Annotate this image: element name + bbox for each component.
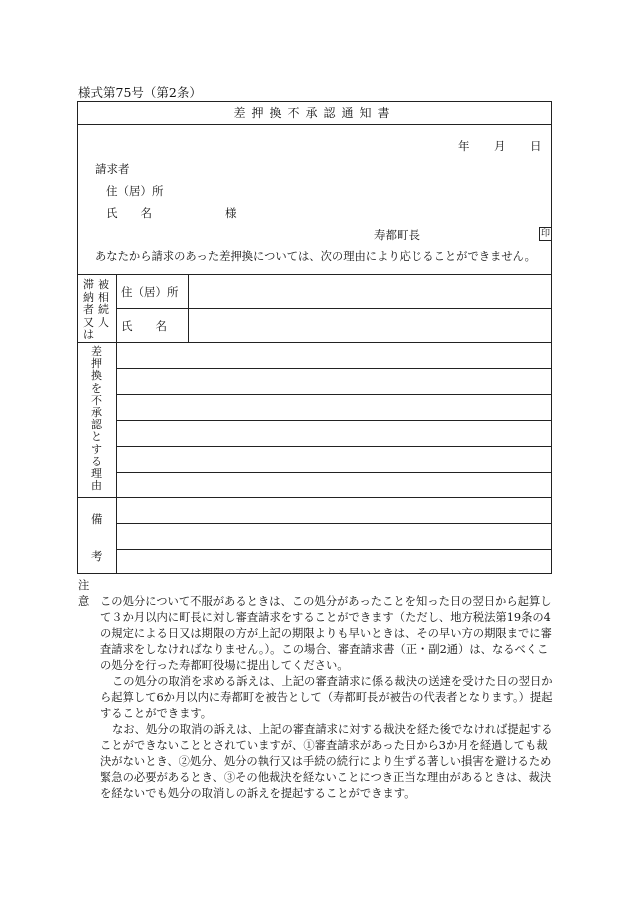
taxpayer-address-label: 住（居）所 — [121, 285, 179, 299]
issuer-name: 寿都町長 — [374, 228, 420, 242]
remarks-label-top: 備 — [91, 512, 103, 526]
intro-text: あなたから請求のあった差押換については、次の理由により応じることができません。 — [95, 250, 536, 263]
recipient-address-label: 住（居）所 — [106, 184, 164, 198]
divider — [78, 342, 551, 343]
form-title: 差押換不承認通知書 — [78, 102, 551, 125]
row-line — [116, 549, 551, 550]
taxpayer-name-label: 氏 名 — [121, 319, 167, 333]
date-year: 年 — [458, 139, 470, 153]
date-day: 日 — [530, 139, 542, 153]
row-line — [116, 472, 551, 473]
note-paragraph-1: 注意 この処分について不服があるときは、この処分があったことを知った日の翌日から起算して３か月以内に町長に対し審査請求をすることができます（ただし、地方税法第19条の4の規定による日又は期限の方が上記の期限よりも早いときは、その早い方の期限までに審査請求をしなければなりません。）。この場合、審査請求書（正・副2通）は、なるべくこの処分を行った寿都町役場に提出してください。 — [78, 579, 552, 672]
row-line — [116, 394, 551, 395]
row-line — [116, 446, 551, 447]
remarks-label-bottom: 考 — [91, 549, 103, 563]
date-month: 月 — [494, 139, 506, 153]
taxpayer-label-col2: 被相続人 — [98, 278, 109, 329]
taxpayer-label-col1: 滞納者又は — [83, 278, 94, 341]
recipient-name-label: 氏 名 — [106, 206, 152, 220]
claimant-label: 請求者 — [95, 162, 130, 176]
note-paragraph-2: この処分の取消を求める訴えは、上記の審査請求に係る裁決の送達を受けた日の翌日から起算して6か月以内に寿都町を被告として（寿都町長が被告の代表者となります。）提起することができます。 — [100, 675, 553, 720]
form-number: 様式第75号（第2条） — [78, 85, 202, 100]
notice-form — [77, 101, 552, 574]
row-line — [116, 420, 551, 421]
divider — [116, 308, 551, 309]
notes-label: 注意 — [78, 579, 90, 608]
seal-mark: 印 — [540, 229, 550, 239]
row-line — [116, 523, 551, 524]
row-line — [116, 368, 551, 369]
notes — [78, 578, 554, 802]
divider — [78, 497, 551, 498]
note-paragraph-3: なお、処分の取消の訴えは、上記の審査請求に対する裁決を経た後でなければ提起することができないこととされていますが、①審査請求があった日から3か月を経過しても裁決がないとき、②処分、処分の執行又は手続の続行により生ずる著しい損害を避けるため緊急の必要があるとき、③その他裁決を経ないことにつき正当な理由があるときは、裁決を経ないでも処分の取消しの訴えを提起することができます。 — [100, 723, 553, 800]
divider — [78, 274, 551, 275]
honorific: 様 — [225, 206, 237, 220]
label-column-divider — [116, 274, 117, 574]
reason-label: 差押換を不承認とする理由 — [91, 345, 102, 493]
